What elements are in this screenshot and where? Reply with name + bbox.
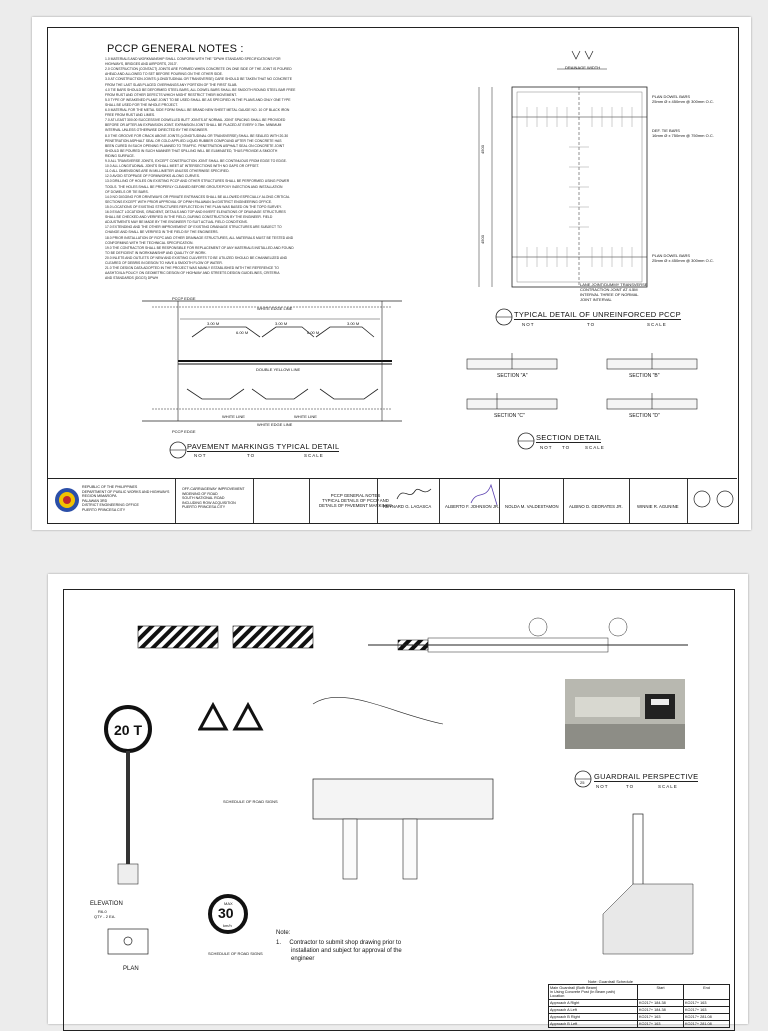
tb-divider-8	[629, 479, 630, 523]
guardrail-elevation	[303, 674, 533, 894]
tb-name-3: NOLDA M. VALDESTAMON	[505, 504, 559, 509]
caption-section-to: TO	[562, 445, 571, 450]
table-row	[549, 1000, 729, 1007]
section-a-label: SECTION "A"	[497, 373, 528, 379]
general-note-line: CLEARED OF DEBRIS IN DESIGN TO HAVE A SMOOTH FLOW OF WATER.	[105, 261, 223, 265]
label-dim-4500b: 4500	[479, 235, 485, 244]
caption-guardrail: GUARDRAIL PERSPECTIVE	[594, 772, 699, 781]
general-note-line: 1.0 MATERIALS AND WORKMANSHIP SHALL CONFORM WITH THE "DPWH STANDARD SPECIFICATIONS FOR	[105, 57, 281, 61]
elevation-sub-1: R6-0	[98, 909, 107, 914]
tb-name-5: WINNIE R. AGUNINE	[637, 504, 679, 509]
guardrail-section	[593, 794, 703, 964]
table-cell: KO217+ 163	[638, 1014, 684, 1020]
guardrail-schedule-table	[548, 984, 730, 1028]
signature-1	[395, 483, 435, 503]
general-note-line: 5.0 TYPE OF WEAKENED PLANE JOINT TO BE USED SHALL BE AS SPECIFIED IN THE PLANS AND ONLY ONE TYPE	[105, 97, 291, 102]
label-white-edge-top: WHITE EDGE LINE	[257, 306, 293, 311]
schedule-a-label: SCHEDULE OF ROAD SIGNS	[223, 799, 278, 804]
caption-circle-unreinforced	[494, 307, 514, 327]
general-note-line: 14.0 NO DIGGING FOR DRIVEWAYS OR PRIVATE ENTRANCES SHALL BE ALLOWED ESPECIALLY ALONG CRITICAL	[105, 194, 290, 199]
label-dim-6m: 6.00 M	[236, 330, 249, 335]
general-note-line: 16.0 EXACT LOCATIONS, GRADIENT, DETAILS AND TOP AND INVERT ELEVATIONS OF DRAINAGE STRUCTURES	[105, 210, 286, 214]
tb-divider-3	[309, 479, 310, 523]
guardrail-perspective-image	[565, 679, 685, 749]
notes-title: PCCP GENERAL NOTES :	[107, 43, 244, 55]
general-note-line: 7.0 AT LEAST 300.00 SUCCESSIVE DOWELLED BUTT JOINTS AT NORMAL JOINT SPACING SHALL BE PROVIDED	[105, 118, 286, 123]
general-note-line: ADJUSTMENTS MAY BE MADE BY THE ENGINEER TO SUIT ACTUAL FIELD CONDITIONS.	[105, 220, 248, 225]
table-cell: KO217+ 184.38	[638, 1000, 684, 1006]
sheet-total-circle	[715, 489, 735, 509]
tb-divider-4	[377, 479, 378, 523]
tb-divider-6	[499, 479, 500, 523]
tb-name-2: ALBERTO F. JOHNSON JR.	[445, 504, 500, 509]
table-cell: KO217+ 163	[685, 1001, 707, 1005]
general-note-line: BEEN CURED IN SUCH OPENING PLANNED TO TRAFFIC. PENETRATION ASPHALT SEAL ON CONCRETE JOINT	[105, 143, 285, 148]
general-note-line: HIGHWAYS, BRIDGES AND AIRPORTS, 2013".	[105, 62, 178, 67]
general-note-line: 2.0 CONSTRUCTION (CONTACT) JOINTS ARE FORMED WHEN CONCRETE ON ONE SIDE OF THE JOINT IS POURED	[105, 67, 292, 72]
note-item: 1. Contractor to submit shop drawing prior to installation and subject for approval of the engineer	[276, 940, 402, 962]
sheet-number-circle	[692, 489, 712, 509]
table-cell: KO217+ 184.38	[638, 1007, 684, 1013]
sign-20t-text: 20 T	[114, 722, 143, 738]
caption-unreinforced-not: NOT	[522, 322, 535, 327]
general-note-line: 8.0 THE GROOVE FOR CRACK ABOVE JOINTS (LONGITUDINAL OR TRANSVERSE) SHALL BE SEALED WITH 20-30	[105, 133, 289, 138]
header-start: Start	[638, 985, 684, 999]
general-note-line: 21.0 THE DESIGN DATA ADOPTED IN THE PROJECT WAS MAINLY ESTABLISHED WITH THE REFERENCE TO	[105, 266, 279, 271]
header-end: End	[703, 986, 710, 990]
general-note-line: AND STANDARDS (DGCS) DPWH	[105, 276, 159, 281]
sign-30-top: MAX	[224, 901, 233, 906]
section-c-label: SECTION "C"	[494, 413, 525, 419]
warning-signs	[198, 701, 268, 741]
label-white-line-b: WHITE LINE	[294, 414, 317, 419]
hazard-barrier-drawing	[128, 602, 708, 672]
general-note-line: 20.0 INLETS AND OUTLETS OF NEW AND EXISTING CULVERTS TO BE UTILIZED SHOULD BE CHANNELIZED AND	[105, 255, 288, 260]
label-dim-3m-b: 3.00 M	[275, 321, 288, 326]
sign-30-bottom: km/h	[223, 923, 232, 928]
caption-section-scale: SCALE	[585, 445, 605, 450]
general-note-line: FROM RUST AND OTHER DEFECTS WHICH MIGHT RESTRICT THEIR MOVEMENT.	[105, 92, 237, 97]
general-note-line: CHANGE AND SHALL BE VERIFIED IN THE FIELD BY THE ENGINEERS.	[105, 230, 219, 235]
caption-guardrail-scale: SCALE	[658, 784, 678, 789]
sign-30-text: 30	[218, 905, 234, 921]
guardrail-table-header	[549, 985, 729, 1000]
tb-project: OFF-CARRIAGEWAY IMPROVEMENT WIDENING OF ROAD SOUTH NATIONAL ROAD INCLUDING ROW ACQUISITION PUERTO PRINCESA CITY	[182, 487, 245, 509]
general-note-line: RIDING SURFACE.	[105, 153, 135, 158]
table-cell: Approach A Right	[549, 1000, 638, 1006]
caption-unreinforced-to: TO	[587, 322, 596, 327]
general-note-line: INTERVAL UNLESS OTHERWISE DIRECTED BY THE ENGINEER.	[105, 128, 208, 133]
tb-divider-9	[687, 479, 688, 523]
caption-circle-markings	[168, 440, 188, 460]
general-note-line: FROM THE LAST SLAB PLACED OVERHANGS ANY PORTION OF THE FIRST SLAB.	[105, 82, 238, 87]
general-note-line: FREE FROM RUST AND LIMES.	[105, 113, 156, 118]
tb-divider-5	[439, 479, 440, 523]
general-note-line: CONFORMING WITH THE TECHNICAL SPECIFICATION.	[105, 240, 194, 245]
general-note-line: AHEAD AND ALLOWED TO SET BEFORE POURING ON THE OTHER SIDE.	[105, 72, 223, 77]
caption-guardrail-not: NOT	[596, 784, 609, 789]
label-plan-dowel-top: PLAN DOWEL BARS 25mm Ø x 450mm @ 300mm O.C.	[652, 94, 714, 104]
general-note-line: SHOULD BE POURED IN SUCH MANNER THAT SPILLING WILL BE ELIMINATED, THUS PROVIDE A SMOOTH	[105, 148, 278, 153]
elevation-label: ELEVATION	[90, 901, 123, 907]
general-note-line: 11.0 ALL DIMENSIONS ARE IN MILLIMETER UNLESS OTHERWISE SPECIFIED.	[105, 169, 230, 174]
caption-section-detail: SECTION DETAIL	[536, 433, 602, 442]
label-pccp-edge-bottom: PCCP EDGE	[172, 429, 196, 434]
elevation-sub-2: QTY - 2 EA.	[94, 914, 116, 919]
section-d-label: SECTION "D"	[629, 413, 660, 419]
label-tie-bars: DEF. TIE BARS 16mm Ø x 750mm @ 750mm O.C.	[652, 128, 714, 138]
general-note-line: AASHTO/ILA POLICY ON GEOMETRIC DESIGN OF HIGHWAY AND STREETS DESIGN GUIDELINES, CRITERIA	[105, 271, 280, 276]
unreinforced-pccp-plan	[457, 47, 717, 307]
general-notes-list	[105, 57, 445, 287]
tb-sheet-contents: PCCP GENERAL NOTES TYPICAL DETAILS OF PCCP AND DETAILS OF PAVEMENT MARKINGS	[319, 493, 392, 509]
caption-guardrail-to: TO	[626, 784, 635, 789]
table-cell: Approach B Left	[549, 1021, 638, 1027]
general-note-line: 10.0 ALL LONGITUDINAL JOINTS SHALL MEET AT INTERSECTIONS WITH NO GAPS OR OFFSET.	[105, 164, 260, 169]
label-lane-joint: LANE JOINT/DUMMY TRANSVERSE CONTRACTION JOINT AT 4.5M INTERVAL THREE OF NORMAL JOINT INTERVAL	[580, 282, 648, 302]
tb-agency: REPUBLIC OF THE PHILIPPINES DEPARTMENT OF PUBLIC WORKS AND HIGHWAYS REGION MIMAROPA PALAWAN 3RD DISTRICT ENGINEERING OFFICE PUERTO PRINCESA CITY	[82, 485, 170, 512]
general-note-line: BEFORE OR AFTER AN EXPANSION JOINT. EXPANSION JOINT SHALL BE PLACED AT EVERY 0.75m. MINIMUM	[105, 123, 282, 128]
plan-drawing	[78, 924, 178, 964]
table-cell: Approach B Right	[549, 1014, 638, 1020]
label-drainage-width: DRAINAGE WIDTH	[565, 65, 601, 70]
caption-circle-section	[516, 431, 536, 451]
tb-divider-7	[563, 479, 564, 523]
tb-divider-2	[253, 479, 254, 523]
table-cell: KO217+ 281.08	[685, 1022, 712, 1026]
general-note-line: SHALL BE USED FOR THE WHOLE PROJECT.	[105, 102, 178, 107]
caption-unreinforced-pccp: TYPICAL DETAIL OF UNREINFORCED PCCP	[514, 310, 681, 319]
table-row	[549, 1021, 729, 1027]
general-note-line: 6.0 MATERIAL FOR THE METAL SIDE FORM SHALL BE BRAND NEW SHEET METAL GAUGE NO. 10 OF BLACK IRON	[105, 108, 290, 112]
caption-markings-not: NOT	[194, 453, 207, 458]
caption-guardrail-num: 25	[580, 780, 585, 785]
drawing-sheet-2	[48, 574, 748, 1024]
dpwh-seal-icon	[54, 487, 80, 513]
title-block	[47, 478, 737, 523]
label-pccp-edge-top: PCCP EDGE	[172, 296, 196, 301]
general-note-line: 13.0 DRILLING OF HOLES ON EXISTING PCCP AND OTHER STRUCTURES SHALL BE PERFORMED USING POWER	[105, 179, 290, 184]
plan-label: PLAN	[123, 966, 139, 972]
table-row	[549, 1014, 729, 1021]
general-note-line: 19.0 THE CONTRACTOR SHALL BE RESPONSIBLE FOR REPLACEMENT OF ANY MATERIALS INSTALLED AND FOUND	[105, 245, 294, 250]
general-note-line: 12.0 AVOID STOPPAGE OF FORMWORKS ALONG CURVES.	[105, 174, 200, 179]
label-dim-6m-b: 6.00 M	[307, 330, 320, 335]
caption-markings-to: TO	[247, 453, 256, 458]
caption-circle-guardrail	[573, 769, 593, 789]
note-title: Note:	[276, 930, 291, 936]
general-note-line: TO BE DEFICIENT IN WORKMANSHIP AND QUALITY OF WORK.	[105, 250, 207, 255]
label-center-line: DOUBLE YELLOW LINE	[256, 367, 301, 372]
label-dim-4500: 4500	[479, 145, 485, 154]
general-note-line: PENETRATION ASPHALT SEAL OR COLD APPLIED LIQUID RUBBER COMPOUND AFTER THE CONCRETE HAS	[105, 138, 282, 143]
pavement-markings-drawing	[142, 297, 407, 432]
section-details-drawing	[437, 339, 717, 419]
drawing-sheet-1	[32, 17, 751, 530]
general-note-line: 3.0 AT CONSTRUCTION JOINTS (LONGITUDINAL OR TRANSVERSE) CARE SHOULD BE TAKEN THAT NO CONCRETE	[105, 77, 293, 82]
general-note-line: SHALL BE CHECKED AND VERIFIED IN THE FIELD, DURING CONSTRUCTION BY THE ENGINEER. FIELD	[105, 215, 273, 220]
guardrail-table-title: Note: Guardrail Schedule	[588, 979, 633, 984]
tb-divider-1	[175, 479, 176, 523]
table-cell: KO217+ 163	[638, 1021, 684, 1027]
general-note-line: OF DOWELS OR TIE BARS.	[105, 189, 149, 194]
caption-section-not: NOT	[540, 445, 553, 450]
general-note-line: 4.0 TIE BARS SHOULD BE DEFORMED STEEL BARS, ALL DOWEL BARS SHALL BE SMOOTH ROUND STEEL BAR FREE	[105, 87, 296, 92]
section-b-label: SECTION "B"	[629, 373, 660, 379]
caption-markings-scale: SCALE	[304, 453, 324, 458]
caption-unreinforced-scale: SCALE	[647, 322, 667, 327]
tb-name-4: ALBINO D. GEORATES JR.	[569, 504, 623, 509]
table-row	[549, 1007, 729, 1014]
general-note-line: 15.0 LOCATIONS OF EXISTING STRUCTURES REFLECTED IN THE PLAN WAS BASED ON THE TOPO SURVEY.	[105, 204, 282, 209]
table-cell: KO217+ 281.08	[685, 1015, 712, 1019]
guardrail-table-body	[549, 1000, 729, 1027]
label-dim-3m-a: 3.00 M	[207, 321, 220, 326]
general-note-line: SECTIONS EXCEPT WITH PRIOR APPROVAL OF DPWH PALAWAN 3rd DISTRICT ENGINEERING OFFICE.	[105, 199, 273, 204]
table-cell: Approach A Left	[549, 1007, 638, 1013]
label-dim-3m-c: 3.00 M	[347, 321, 360, 326]
header-location: Main Guardrail (Both Beam) in Using Concrete Post (In Beam path) Location	[549, 985, 638, 999]
general-note-line: 9.0 ALL TRANSVERSE JOINTS, EXCEPT CONSTRUCTION JOINT SHALL BE CONTINUOUS FROM EDGE TO EDGE.	[105, 159, 287, 163]
general-note-line: 17.0 EXTENDING AND THE OTHER IMPROVEMENT OF EXISTING DRAINAGE STRUCTURES ARE SUBJECT TO	[105, 225, 282, 230]
label-white-line-a: WHITE LINE	[222, 414, 245, 419]
general-note-line: 18.0 PRIOR INSTALLATION OF RCPC AND OTHER DRAINAGE STRUCTURES, ALL MATERIALS MUST BE TESTED AND	[105, 235, 294, 240]
caption-pavement-markings: PAVEMENT MARKINGS TYPICAL DETAIL	[187, 442, 340, 451]
tb-name-1: REYNARD G. LAGASCA	[383, 504, 432, 509]
label-white-edge-bottom: WHITE EDGE LINE	[257, 422, 293, 427]
schedule-b-label: SCHEDULE OF ROAD SIGNS	[208, 951, 263, 956]
label-plan-dowel-bottom: PLAN DOWEL BARS 25mm Ø x 450mm @ 300mm O.C.	[652, 253, 714, 263]
table-cell: KO217+ 163	[685, 1008, 707, 1012]
general-note-line: TOOLS. THE HOLES SHALL BE PROPERLY CLEANED BEFORE GROUT/EPOXY INJECTION AND INSTALLATION	[105, 184, 283, 189]
